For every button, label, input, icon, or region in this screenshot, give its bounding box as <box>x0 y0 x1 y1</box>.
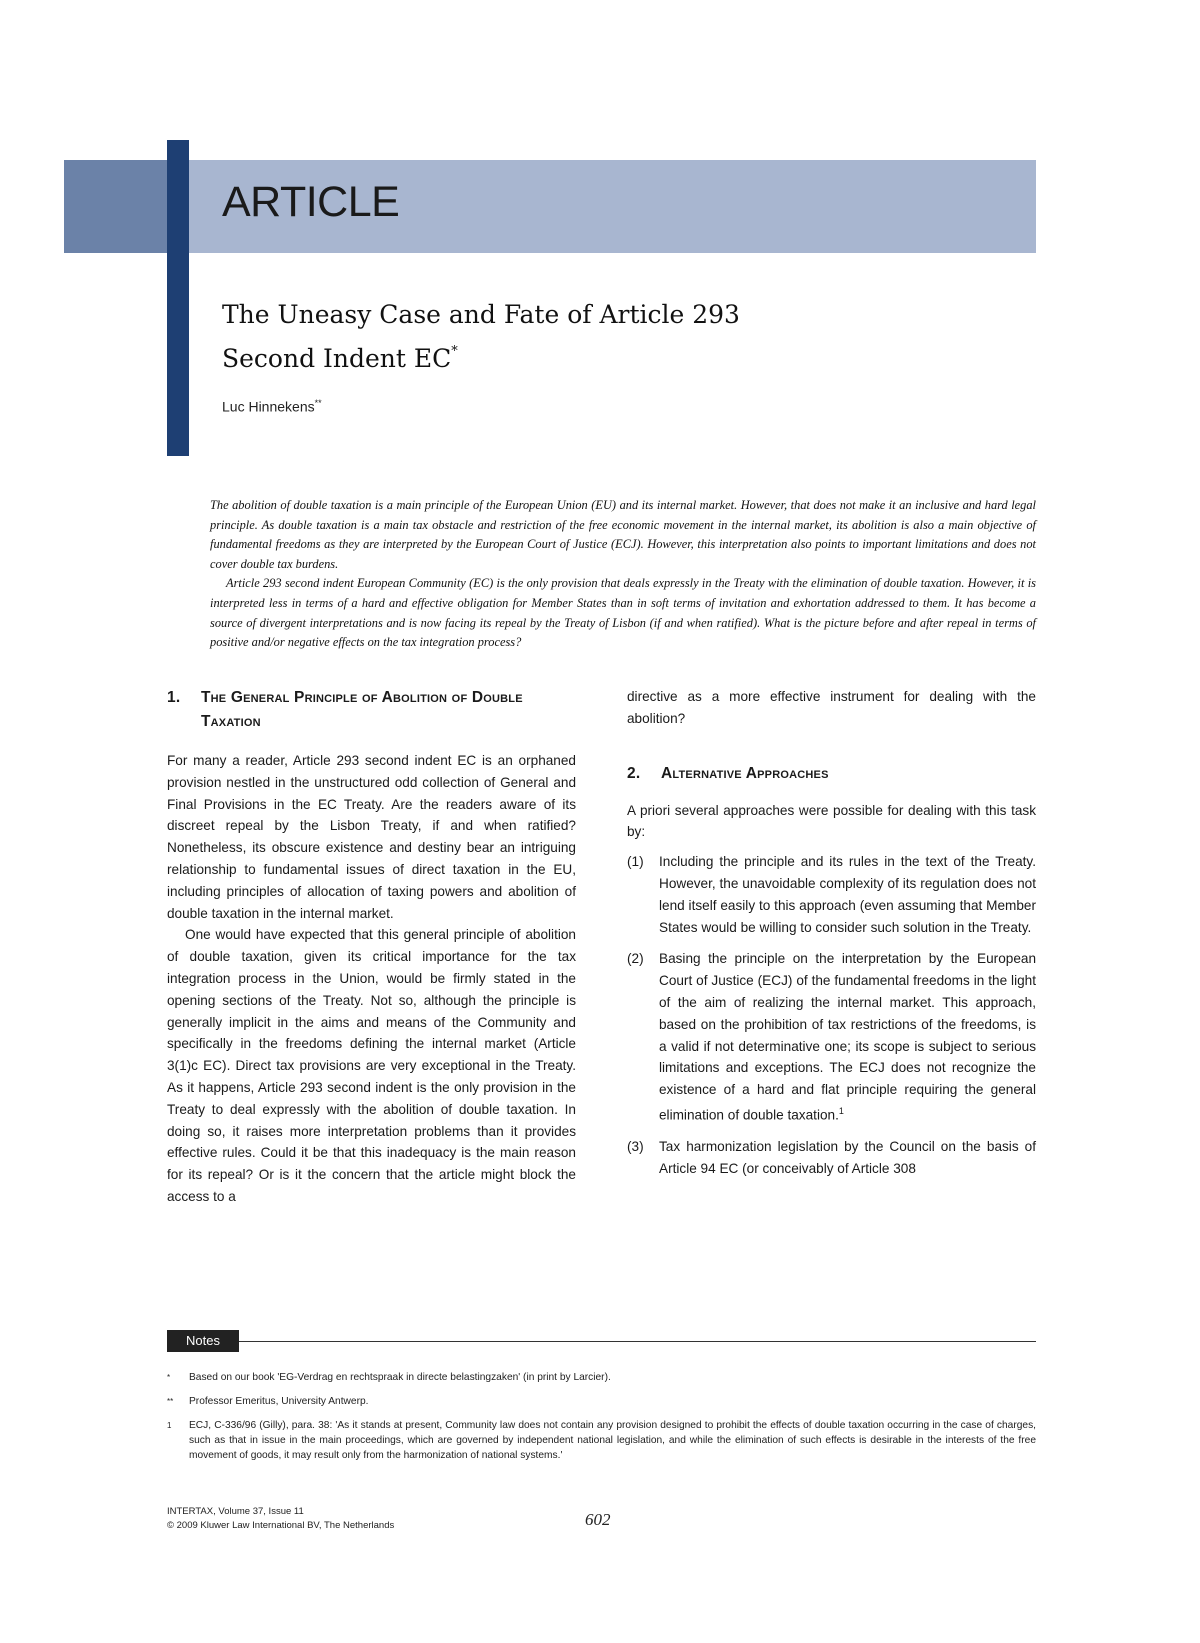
list-item: (1) Including the principle and its rules in the text of the Treaty. However, the unavoidable complexity of its regulation does not lend itself easily to this approach (even assuming that Member States would be willing to consider such solution in the Treaty. <box>627 854 1036 935</box>
footnote: 1 ECJ, C-336/96 (Gilly), para. 38: 'As it stands at present, Community law does not contain any provision designed to prohibit the effects of double taxation occurring in the case of charges, such as that in issue in the main proceedings, which are governed by independent national legislation, and while the elimination of such effects is desirable in the interests of the free movement of goods, it may result only from the harmonization of national systems.' <box>167 1420 1036 1461</box>
header-band-accent <box>64 160 167 253</box>
section-1-heading: 1. The General Principle of Abolition of Double Taxation <box>167 689 523 730</box>
list-item: (3) Tax harmonization legislation by the Council on the basis of Article 94 EC (or conceivably of Article 308 <box>627 1139 1036 1177</box>
copyright: © 2009 Kluwer Law International BV, The Netherlands <box>167 1520 395 1531</box>
title-line-1: The Uneasy Case and Fate of Article 293 <box>222 300 740 329</box>
section-2-heading: 2. Alternative Approaches <box>627 764 829 782</box>
footnote: ** Professor Emeritus, University Antwerp. <box>167 1396 369 1407</box>
section-1-paragraph-2-continued: directive as a more effective instrument for dealing with the abolition? <box>627 689 1036 726</box>
notes-divider <box>167 1341 1036 1342</box>
footnote-mark-1[interactable]: 1 <box>838 1105 844 1116</box>
notes-label: Notes <box>167 1330 239 1352</box>
author-name: Luc Hinnekens** <box>222 398 322 415</box>
list-item: (2) Basing the principle on the interpretation by the European Court of Justice (ECJ) of the fundamental freedoms in the light of the aim of realizing the internal market. This approach, based on the prohibition of tax restrictions of the freedoms, is a valid if not determinative one; its scope is subject to serious limitations and exceptions. The ECJ does not recognize the existence of a hard and flat principle requiring the general elimination of double taxation.$^1$ <box>627 951 1036 1123</box>
approaches-list <box>627 851 1036 1180</box>
title-line-2: Second Indent EC* <box>222 344 458 373</box>
section-2-intro: A priori several approaches were possible for dealing with this task by: <box>627 802 1036 840</box>
section-label: ARTICLE <box>222 178 400 226</box>
abstract-paragraph-2: Article 293 second indent European Community (EC) is the only provision that deals expressly in the Treaty with the elimination of double taxation. However, it is interpreted less in terms of a hard and effective obligation for Member States than in soft terms of invitation and exhortation addressed to them. It has become a source of divergent interpretations and is now facing its repeal by the Treaty of Lisbon (if and when ratified). What is the picture before and after repeal in terms of positive and/or negative effects on the tax integration process? <box>210 576 1036 650</box>
abstract-paragraph-1: The abolition of double taxation is a main principle of the European Union (EU) and its internal market. However, that does not make it an inclusive and hard legal principle. As double taxation is a main tax obstacle and restriction of the free economic movement in the internal market, its abolition is also a main objective of fundamental freedoms as they are interpreted by the European Court of Justice (ECJ). However, this interpretation also points to important limitations and does not cover double tax burdens. <box>210 498 1036 571</box>
header-vertical-bar <box>167 140 189 456</box>
author-footnote-mark[interactable]: ** <box>314 398 322 408</box>
right-column <box>627 686 1036 1190</box>
article-title <box>222 296 922 377</box>
header-band <box>64 160 1036 253</box>
footnotes <box>167 1370 1036 1472</box>
title-footnote-mark[interactable]: * <box>451 344 458 359</box>
page-number: 602 <box>585 1510 611 1529</box>
left-column <box>167 686 576 1208</box>
section-1-paragraph-1: For many a reader, Article 293 second indent EC is an orphaned provision nestled in the unstructured odd collection of General and Final Provisions in the EC Treaty. Are the readers aware of its discreet repeal by the Lisbon Treaty, if and when ratified? Nonetheless, its obscure existence and destiny bear an intriguing relationship to fundamental issues of direct taxation in the EU, including principles of allocation of taxing powers and abolition of double taxation in the internal market. <box>167 753 576 921</box>
section-1-paragraph-2: One would have expected that this general principle of abolition of double taxation, given its critical importance for the tax integration process in the Union, would be firmly stated in the opening sections of the Treaty. Not so, although the principle is generally implicit in the aims and means of the Community and specifically in the freedoms defining the internal market (Article 3(1)c EC). Direct tax provisions are very exceptional in the Treaty. As it happens, Article 293 second indent is the only provision in the Treaty to deal expressly with the abolition of double taxation. In doing so, it raises more interpretation problems than it provides effective rules. Could it be that this inadequacy is the main reason for its repeal? Or is it the concern that the article might block the access to a <box>167 927 576 1204</box>
footer-citation <box>167 1505 394 1533</box>
abstract <box>210 496 1036 653</box>
footnote: * Based on our book 'EG-Verdrag en rechtspraak in directe belastingzaken' (in print by Larcier). <box>167 1372 611 1383</box>
journal-info: INTERTAX, Volume 37, Issue 11 <box>167 1506 304 1517</box>
